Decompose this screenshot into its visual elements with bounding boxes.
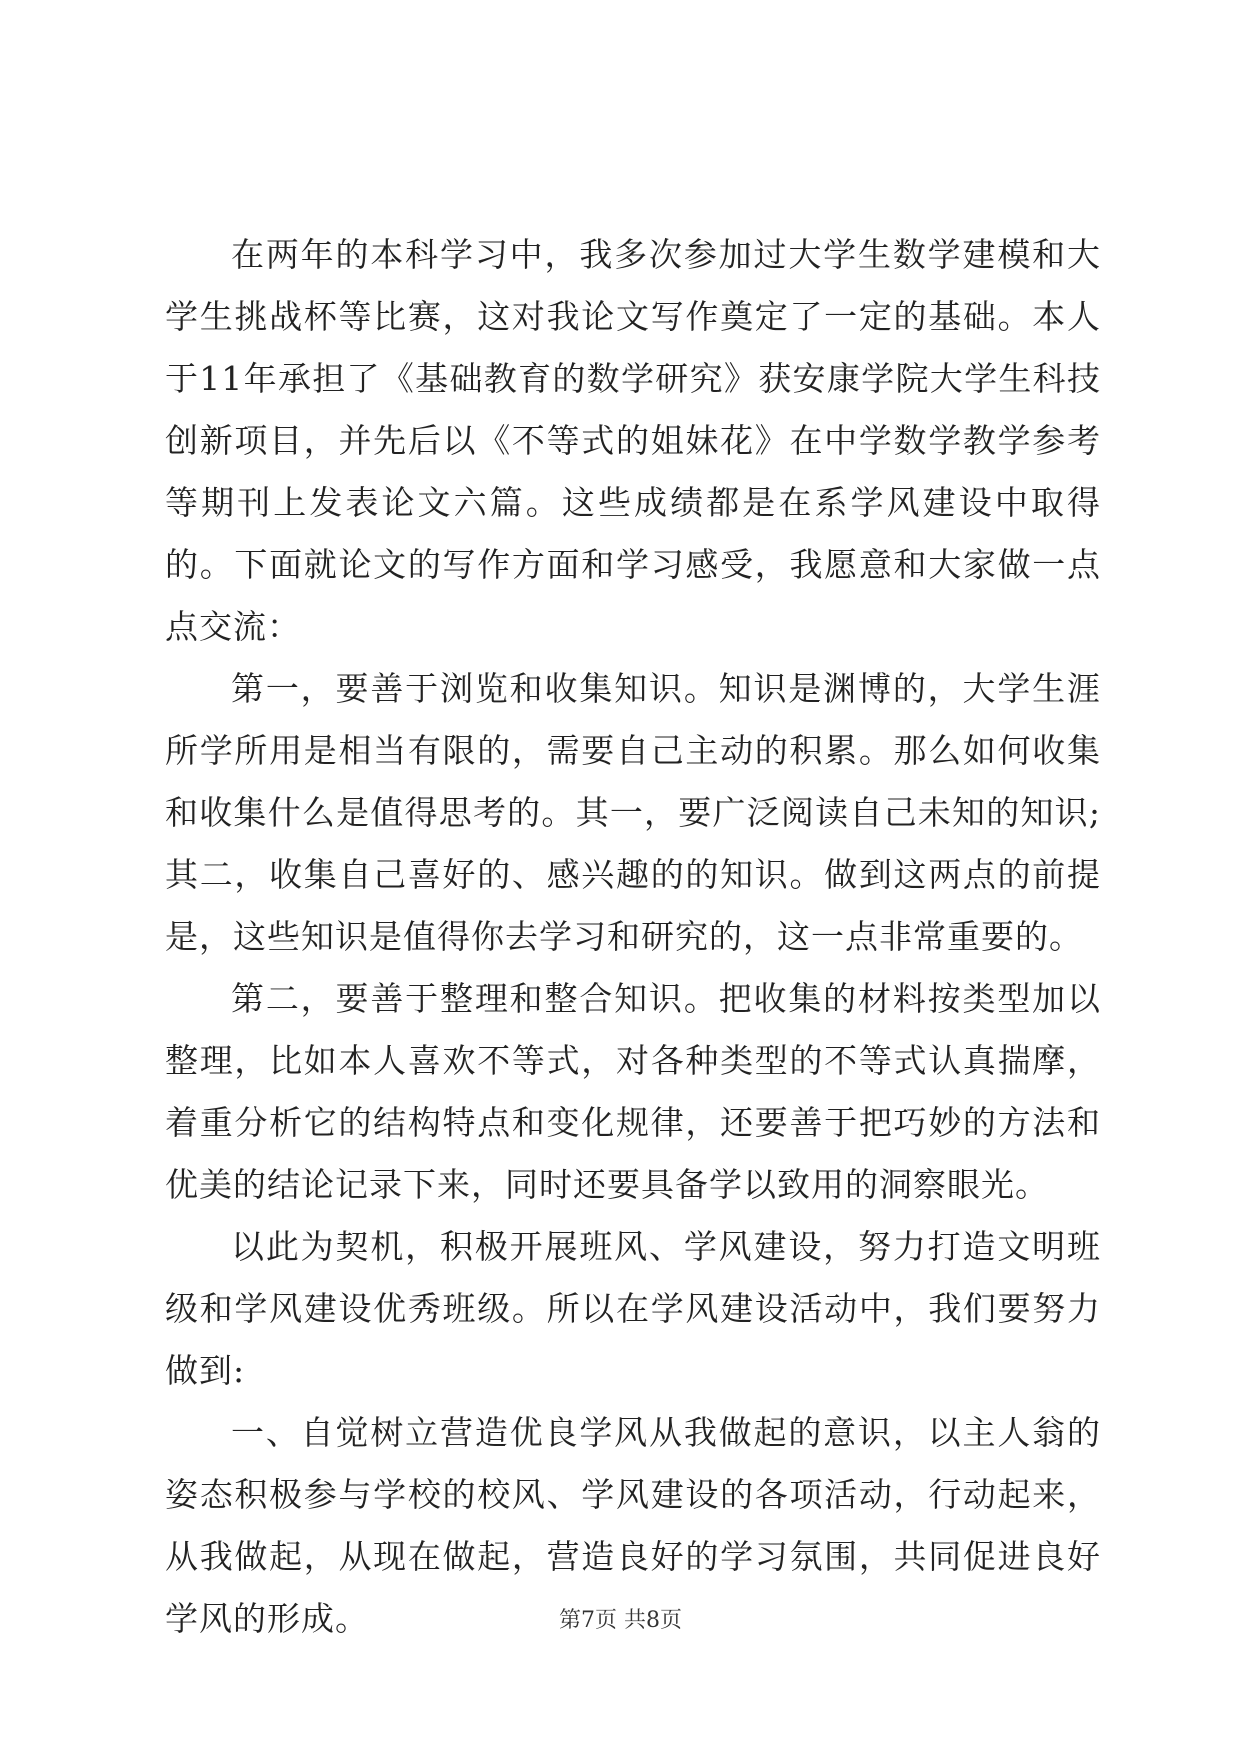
paragraph: 第二，要善于整理和整合知识。把收集的材料按类型加以整理，比如本人喜欢不等式，对各种类型的不等式认真揣摩，着重分析它的结构特点和变化规律，还要善于把巧妙的方法和优美的结论记录下来，同时还要具备学以致用的洞察眼光。 [165,979,1101,1204]
document-body [165,224,1101,1650]
paragraph: 第一，要善于浏览和收集知识。知识是渊博的，大学生涯所学所用是相当有限的，需要自己主动的积累。那么如何收集和收集什么是值得思考的。其一，要广泛阅读自己未知的知识;其二，收集自己喜好的、感兴趣的的知识。做到这两点的前提是，这些知识是值得你去学习和研究的，这一点非常重要的。 [165,669,1101,956]
paragraph: 以此为契机，积极开展班风、学风建设，努力打造文明班级和学风建设优秀班级。所以在学风建设活动中，我们要努力做到: [165,1227,1101,1390]
paragraph: 一、自觉树立营造优良学风从我做起的意识，以主人翁的姿态积极参与学校的校风、学风建设的各项活动，行动起来，从我做起，从现在做起，营造良好的学习氛围，共同促进良好学风的形成。 [165,1413,1101,1638]
paragraph: 在两年的本科学习中，我多次参加过大学生数学建模和大学生挑战杯等比赛，这对我论文写作奠定了一定的基础。本人于11年承担了《基础教育的数学研究》获安康学院大学生科技创新项目，并先后以《不等式的姐妹花》在中学数学教学参考等期刊上发表论文六篇。这些成绩都是在系学风建设中取得的。下面就论文的写作方面和学习感受，我愿意和大家做一点点交流： [165,235,1101,646]
page-number: 第7页 共8页 [559,1608,682,1633]
